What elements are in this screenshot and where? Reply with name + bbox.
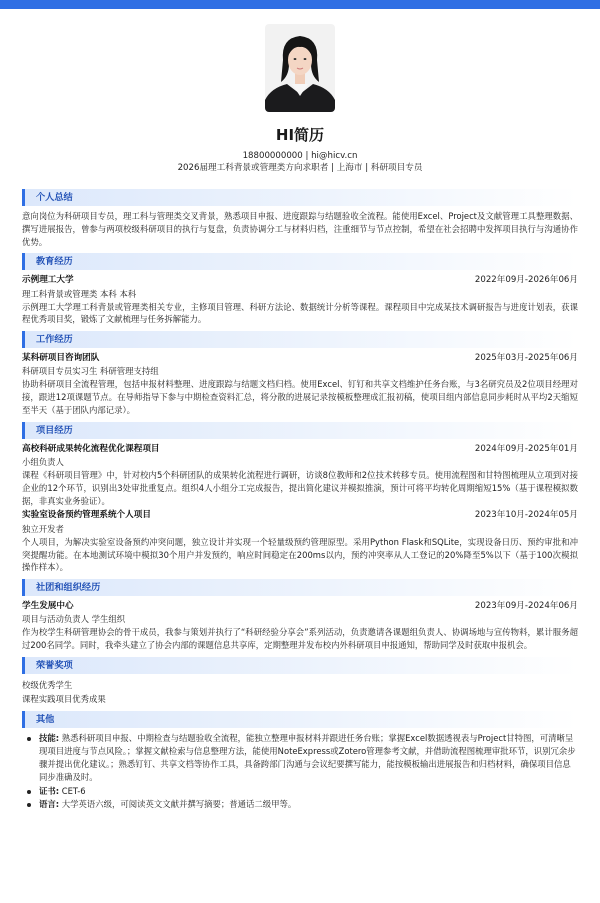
entry-org: 某科研项目咨询团队: [22, 353, 100, 364]
entry-date: 2024年09月-2025年01月: [474, 443, 578, 454]
work-entry: [22, 352, 578, 417]
entry-description: 示例理工大学理工科背景或管理类相关专业，主修项目管理、科研方法论、数据统计分析等课程。课程项目中完成某技术调研报告与进度计划表，获课程优秀项目奖，锻炼了文献梳理与任务拆解能力。: [22, 301, 578, 325]
candidate-name: HI简历: [275, 126, 325, 144]
section-other-header: [22, 711, 578, 728]
entry-description: 协助科研项目全流程管理，包括申报材料整理、进度跟踪与结题文档归档。使用Excel、钉钉和共享文档维护任务台账，与3名研究员及2位项目经理对接，跟进12项课题节点。在导师指导下参与中期检查资料汇总，将分散的进展记录按模板整理成汇报初稿，使项目组内部信息同步耗时从平均2天缩短至半天（基于团队内部记录）。: [22, 379, 578, 416]
section-awards-header: [22, 657, 578, 674]
section-title: 教育经历: [36, 256, 73, 268]
entry-subtitle: 小组负责人: [22, 457, 64, 468]
other-list: [22, 732, 578, 811]
section-summary-header: [22, 189, 578, 206]
resume-body: [22, 184, 578, 812]
summary-text: 意向岗位为科研项目专员，理工科与管理类交叉背景，熟悉项目申报、进度跟踪与结题验收全流程。能使用Excel、Project及文献管理工具整理数据、撰写进展报告，曾参与两项校级科研项目的执行与复盘，负责协调分工与材料归档，注重细节与节点控制，希望在社会招聘中发挥项目执行与沟通协作优势。: [22, 211, 578, 247]
entry-date: 2023年10月-2024年05月: [474, 510, 578, 521]
contact-info: 18800000000 | hi@hicv.cn: [242, 151, 358, 161]
section-education-header: [22, 253, 578, 270]
section-projects-header: [22, 422, 578, 439]
section-campus-header: [22, 579, 578, 596]
entry-date: 2022年09月-2026年06月: [474, 275, 578, 286]
entry-org: 学生发展中心: [22, 601, 74, 612]
award-item: 校级优秀学生: [22, 679, 73, 690]
top-accent-bar: [0, 0, 600, 9]
section-title: 项目经历: [36, 424, 73, 436]
item-label: 证书:: [39, 785, 60, 796]
entry-org: 高校科研成果转化流程优化课程项目: [22, 443, 160, 454]
entry-org: 示例理工大学: [22, 275, 74, 286]
item-text: 熟悉科研项目申报、中期检查与结题验收全流程，能独立整理申报材料并跟进任务台账；掌握Excel数据透视表与Project甘特图，可清晰呈现项目进度与节点风险。；掌握文献检索与信息整理方法，能使用NoteExpress或Zotero管理参考文献，并借助流程图梳理审批环节，识别冗余步骤并提出优化建议。；熟悉钉钉、共享文档等协作工具，具备跨部门沟通与会议纪要撰写能力，能按模板输出进展报告和归档材料，确保项目信息同步准确及时。: [39, 733, 576, 782]
project-entry: [22, 443, 578, 508]
item-text: 大学英语六级，可阅读英文文献并撰写摘要；普通话二级甲等。: [59, 799, 297, 810]
entry-description: 作为校学生科研管理协会的骨干成员，我参与策划并执行了“科研经验分享会”系列活动，负责邀请各课题组负责人、协调场地与宣传物料，累计服务超过200名同学。同时，我牵头建立了协会内部的课题信息共享库，定期整理并发布校内外科研项目申报通知，帮助同学及时获取申报机会。: [22, 627, 578, 651]
list-item: [22, 798, 578, 811]
list-item: [22, 785, 578, 798]
item-text: CET-6: [59, 785, 86, 796]
education-entry: [22, 274, 578, 326]
job-intent: 2026届理工科背景或管理类方向求职者 | 上海市 | 科研项目专员: [177, 163, 423, 174]
section-title: 荣誉奖项: [36, 659, 73, 671]
entry-org: 实验室设备预约管理系统个人项目: [22, 510, 151, 521]
entry-subtitle: 项目与活动负责人 学生组织: [22, 614, 126, 625]
entry-subtitle: 理工科背景或管理类 本科 本科: [22, 288, 137, 299]
item-label: 技能:: [39, 733, 60, 744]
avatar: [265, 24, 335, 112]
entry-description: 个人项目，为解决实验室设备预约冲突问题，独立设计并实现一个轻量级预约管理原型。采用Python Flask和SQLite，实现设备日历、预约审批和冲突提醒功能。在本地测试环境中模拟30个用户并发预约，响应时间稳定在200ms以内，预约冲突率从人工登记的20%降至5%以下（基于100次模拟操作样本）。: [22, 536, 578, 573]
entry-date: 2023年09月-2024年06月: [474, 601, 578, 612]
section-work-header: [22, 331, 578, 348]
section-title: 社团和组织经历: [36, 582, 101, 594]
campus-entry: [22, 600, 578, 652]
section-title: 个人总结: [36, 192, 73, 203]
project-entry: [22, 509, 578, 574]
entry-description: 课程《科研项目管理》中，针对校内5个科研团队的成果转化流程进行调研，访谈8位教师和2位技术转移专员。使用流程图和甘特图梳理从立项到对接企业的12个环节，识别出3处审批重复点。组织4人小组分工完成报告，提出简化建议并模拟推演，预计可将平均转化周期缩短15%（基于课程模拟数据，非真实业务验证）。: [22, 470, 578, 506]
item-label: 语言:: [39, 799, 60, 810]
resume-header: [0, 24, 600, 175]
list-item: [22, 732, 578, 783]
entry-date: 2025年03月-2025年06月: [474, 353, 578, 364]
award-item: 课程实践项目优秀成果: [22, 694, 106, 705]
entry-subtitle: 科研项目专员实习生 科研管理支持组: [22, 366, 159, 377]
entry-subtitle: 独立开发者: [22, 523, 64, 534]
section-title: 工作经历: [36, 334, 73, 346]
section-title: 其他: [36, 714, 55, 726]
